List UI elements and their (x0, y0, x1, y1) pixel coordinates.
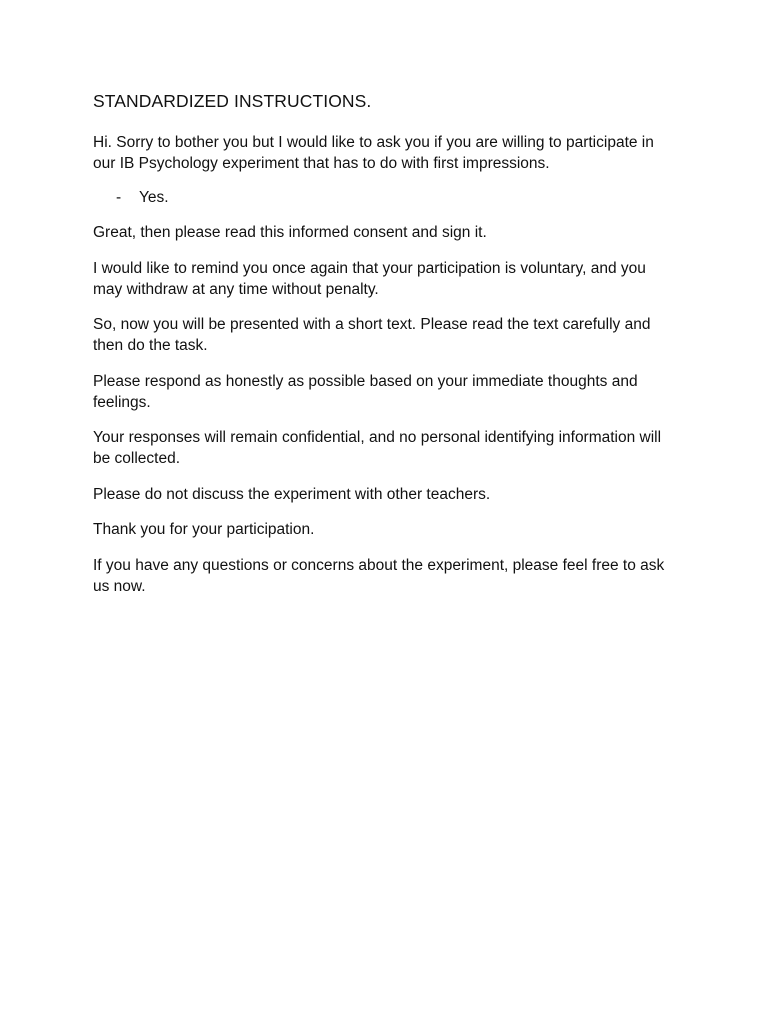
paragraph-confidential: Your responses will remain confidential, and no personal identifying information will be collected. (93, 429, 662, 467)
intro-paragraph: Hi. Sorry to bother you but I would like to ask you if you are willing to participate in our IB Psychology experiment that has to do with first impressions. (93, 134, 654, 172)
paragraph-thank-you: Thank you for your participation. (93, 521, 315, 538)
bullet-dash: - (116, 188, 122, 206)
paragraph-short-text: So, now you will be presented with a short text. Please read the text carefully and then do the task. (93, 316, 651, 354)
paragraph-respond-honestly: Please respond as honestly as possible based on your immediate thoughts and feelings. (93, 372, 638, 411)
response-bullet-item (93, 187, 672, 208)
document-title: STANDARDIZED INSTRUCTIONS. (93, 91, 372, 111)
paragraph-consent: Great, then please read this informed consent and sign it. (93, 224, 487, 241)
paragraph-voluntary: I would like to remind you once again that your participation is voluntary, and you may withdraw at any time without penalty. (93, 259, 646, 298)
paragraph-do-not-discuss: Please do not discuss the experiment with other teachers. (93, 485, 491, 503)
paragraph-questions: If you have any questions or concerns about the experiment, please feel free to ask us now. (93, 556, 665, 595)
response-text: Yes. (139, 188, 169, 206)
